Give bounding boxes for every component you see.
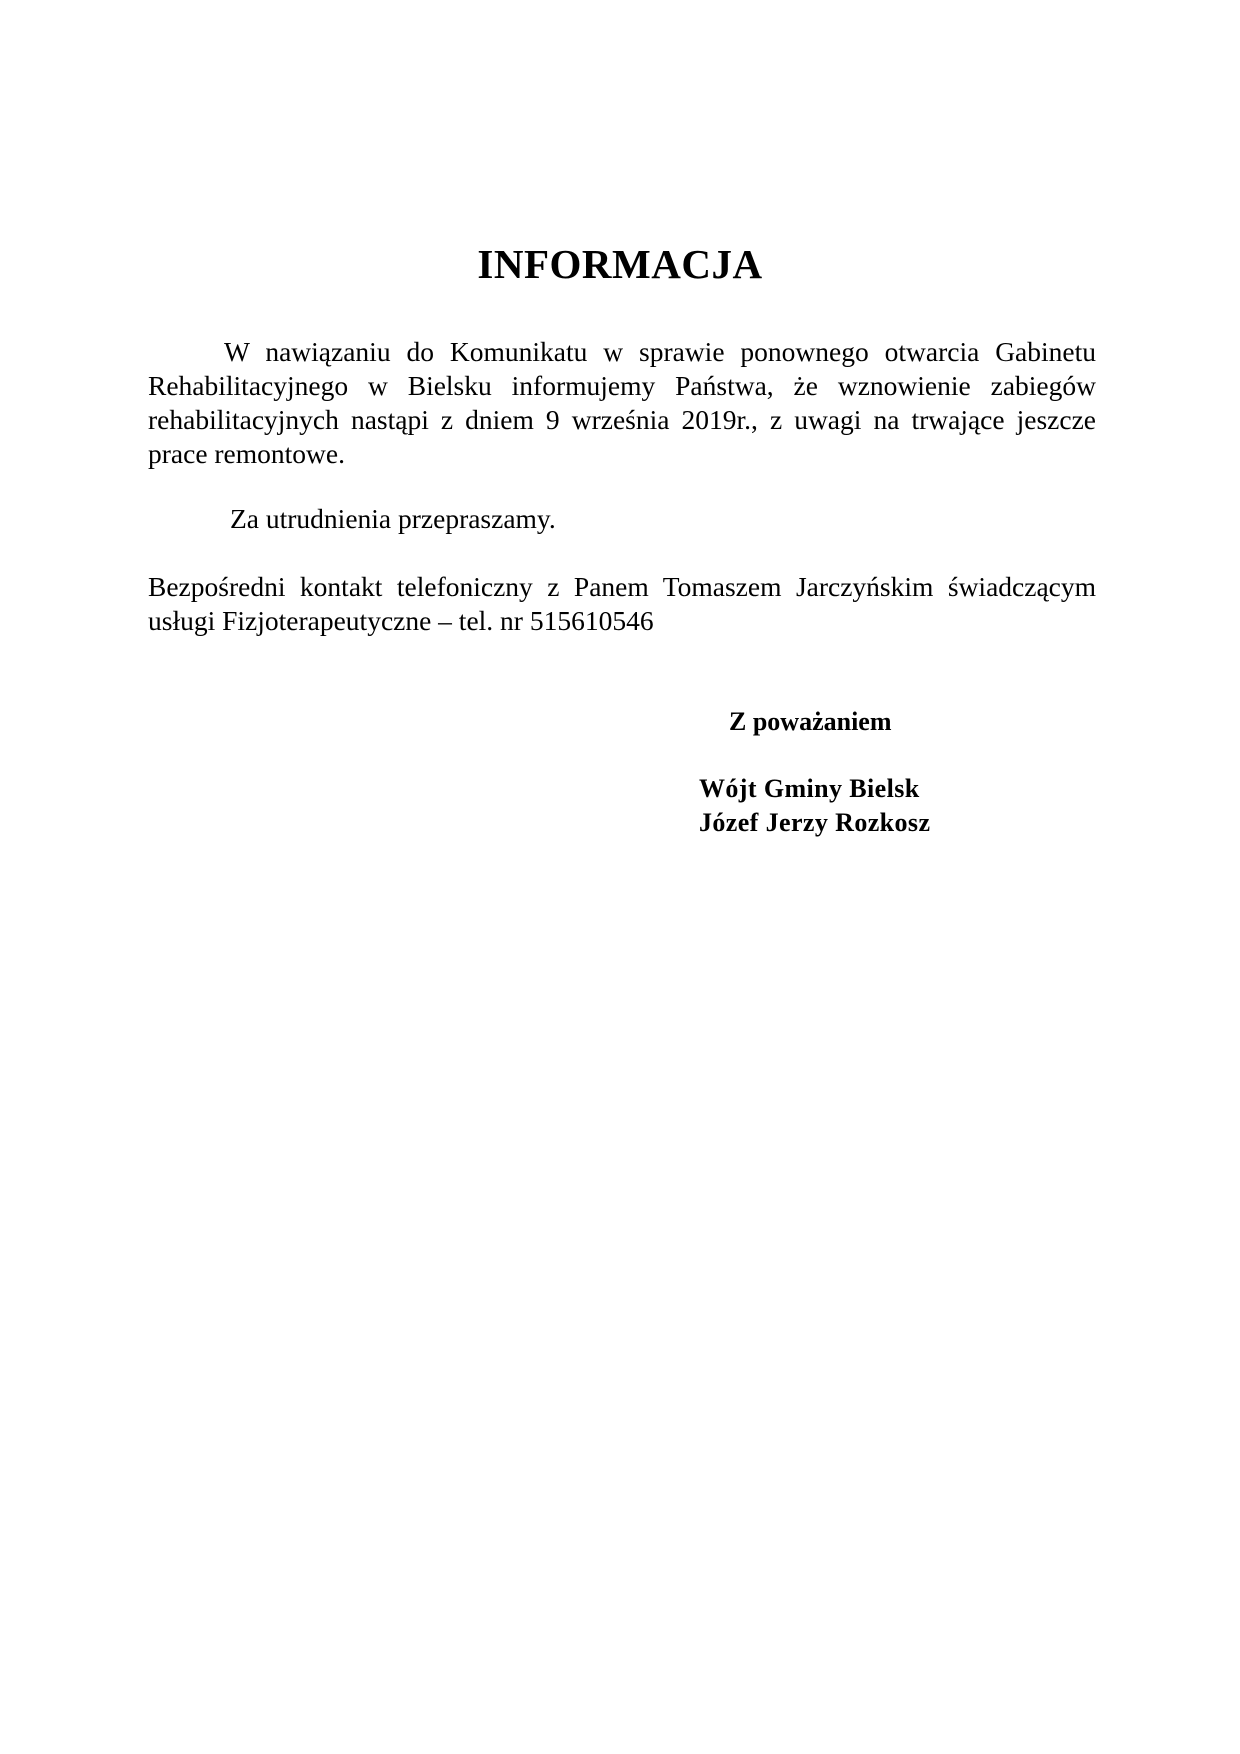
paragraph-contact: Bezpośredni kontakt telefoniczny z Panem Tomaszem Jarczyńskim świadczącym usługi Fizjoterapeutyczne – tel. nr 515610546 — [148, 571, 1096, 636]
paragraph-apology: Za utrudnienia przepraszamy. — [230, 503, 556, 534]
paragraph-announcement: W nawiązaniu do Komunikatu w sprawie ponownego otwarcia Gabinetu Rehabilitacyjnego w Bielsku informujemy Państwa, że wznowienie zabiegów rehabilitacyjnych nastąpi z dniem 9 września 2019r., z uwagi na trwające jeszcze prace remontowe. — [148, 336, 1096, 469]
signatory-name: Józef Jerzy Rozkosz — [699, 808, 931, 837]
closing-salutation: Z poważaniem — [729, 707, 892, 736]
signatory-title: Wójt Gminy Bielsk — [699, 774, 920, 803]
document-title: INFORMACJA — [477, 241, 763, 287]
